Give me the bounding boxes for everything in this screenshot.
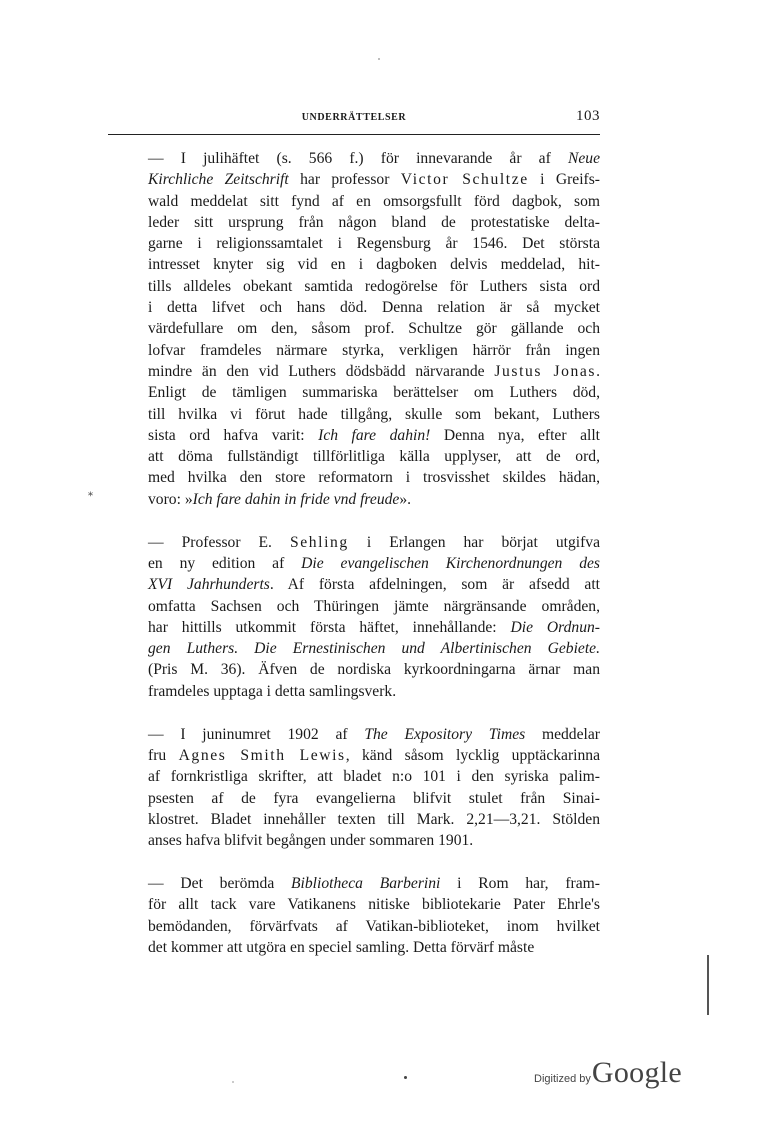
text-line (108, 724, 600, 745)
text-run: till hvilka vi förut hade tillgång, skulle som bekant, Luthers (148, 405, 600, 423)
italic-text: Kirchliche Zeitschrift (148, 171, 289, 189)
italic-text: Neue (567, 150, 600, 167)
text-run: anses hafva blifvit begången under sommaren 1901. (148, 832, 474, 850)
text-run: meddelar (525, 725, 600, 743)
text-run: framdeles upptaga i detta samlingsverk. (148, 682, 397, 700)
text-run: . Af första afdelningen, som är afsedd att (269, 576, 600, 594)
watermark-prefix: Digitized by (534, 1073, 591, 1085)
text-run: (Pris M. 36). Äfven de nordiska kyrkoordningarna ärnar man (148, 661, 600, 679)
text-run: leder sitt ursprung från någon bland de protestatiske delta- (148, 213, 600, 231)
text-run: i detta lifvet och hans död. Denna relation är så mycket (148, 299, 600, 317)
page-number: 103 (576, 108, 600, 124)
spaced-name-text: Victor Schultze (400, 171, 529, 189)
digitized-by-google-watermark (534, 1056, 682, 1090)
margin-mark: * (88, 491, 93, 502)
italic-text: The Expository Times (364, 725, 526, 743)
paragraph (108, 532, 600, 702)
text-run: — I juninumret 1902 af (148, 725, 365, 743)
text-line (108, 297, 600, 318)
text-run: har hittills utkommit första häftet, innehållande: (148, 618, 511, 636)
text-line (108, 361, 600, 382)
text-line (108, 148, 600, 169)
spaced-name-text: Sehling (289, 533, 349, 551)
running-head: UNDERRÄTTELSER (301, 112, 407, 123)
text-run: klostret. Bladet innehåller texten till Mark. 2,21—3,21. Stölden (148, 810, 600, 828)
page-header (108, 110, 600, 135)
watermark-brand: Google (591, 1056, 682, 1089)
text-run: med hvilka den store reformatorn i trosvisshet skildes hädan, (148, 469, 600, 487)
text-run: af fornkristliga skrifter, att bladet n:o 101 i den syriska palim- (148, 768, 600, 786)
italic-text: Die Ordnun- (510, 618, 600, 636)
paragraph (108, 724, 600, 852)
italic-text: Bibliotheca Barberini (291, 874, 441, 892)
text-line (108, 681, 600, 702)
text-run: för allt tack vare Vatikanens nitiske bibliotekarie Pater Ehrle's (148, 896, 600, 914)
text-line (108, 638, 600, 659)
text-line (108, 212, 600, 233)
italic-text: Ich fare dahin! (318, 426, 431, 444)
text-run: — Det berömda (148, 874, 292, 892)
text-run: intresset knyter sig vid en i dagboken delvis meddelad, hit- (148, 256, 600, 274)
text-line (108, 830, 600, 851)
spaced-name-text: Agnes Smith Lewis (178, 746, 346, 764)
text-run: i Rom har, fram- (440, 874, 600, 892)
body-text (108, 148, 600, 958)
text-line (108, 404, 600, 425)
text-run: wald meddelat sitt fynd af en omsorgsfullt förd dagbok, som (148, 192, 600, 210)
paragraph (108, 148, 600, 510)
text-run: en ny edition af (148, 554, 302, 572)
text-run: ». (399, 490, 412, 508)
text-run: — Professor E. (148, 533, 290, 551)
text-run: lofvar framdeles närmare styrka, verkligen härrör från ingen (148, 341, 600, 359)
text-run: i Erlangen har börjat utgifva (348, 533, 601, 551)
scan-speck (404, 1076, 407, 1079)
text-line (108, 596, 600, 617)
text-run: bemödanden, förvärfvats af Vatikan-biblioteket, inom hvilket (148, 917, 600, 935)
italic-text: gen Luthers. Die Ernestinischen und Albertinischen Gebiete. (148, 640, 600, 658)
text-line (108, 169, 600, 190)
text-run: att döma fullständigt tillförlitliga källa upplyser, att de ord, (148, 448, 600, 466)
text-line (108, 809, 600, 830)
text-line (108, 318, 600, 339)
text-line (108, 894, 600, 915)
scan-speck (232, 1081, 234, 1083)
text-run: Denna nya, efter allt (430, 426, 600, 444)
text-run: har professor (288, 171, 401, 189)
text-line (108, 937, 600, 958)
text-run: det kommer att utgöra en speciel samling. Detta förvärf måste (148, 938, 535, 956)
text-line (108, 766, 600, 787)
text-line (108, 489, 600, 510)
text-line (108, 873, 600, 894)
italic-text: Ich fare dahin in fride vnd freude (192, 490, 400, 508)
text-line (108, 916, 600, 937)
text-run: mindre än den vid Luthers dödsbädd närvarande (148, 362, 495, 380)
text-run: fru (148, 746, 179, 764)
text-line (108, 425, 600, 446)
text-run: omfatta Sachsen och Thüringen jämte närgränsande områden, (148, 597, 600, 615)
italic-text: Die evangelischen Kirchenordnungen des (301, 554, 600, 572)
text-line (108, 574, 600, 595)
text-line (108, 467, 600, 488)
text-run: värdefullare om den, såsom prof. Schultze gör gällande och (148, 320, 600, 338)
text-line (108, 446, 600, 467)
text-run: i Greifs- (528, 171, 600, 189)
text-run: . (596, 362, 600, 380)
italic-text: XVI Jahrhunderts (148, 576, 270, 594)
text-line (108, 788, 600, 809)
text-line (108, 745, 600, 766)
text-run: — I julihäftet (s. 566 f.) för innevarande år af (148, 150, 568, 167)
scan-edge-line (707, 955, 709, 1015)
text-line (108, 532, 600, 553)
text-run: tills alldeles obekant samtida redogörelse för Luthers sista ord (148, 277, 600, 295)
spaced-name-text: Justus Jonas (494, 362, 597, 380)
text-run: , känd såsom lycklig upptäckarinna (345, 746, 601, 764)
text-line (108, 233, 600, 254)
paragraph (108, 873, 600, 958)
text-run: Enligt de tämligen summariska berättelser om Luthers död, (148, 384, 600, 402)
text-line (108, 276, 600, 297)
text-line (108, 617, 600, 638)
text-line (108, 340, 600, 361)
text-run: psesten af de fyra evangelierna blifvit stulet från Sinai- (148, 789, 600, 807)
text-line (108, 254, 600, 275)
text-run: sista ord hafva varit: (148, 426, 319, 444)
text-line (108, 382, 600, 403)
text-run: voro: » (148, 490, 193, 508)
text-run: garne i religionssamtalet i Regensburg år 1546. Det största (148, 235, 600, 253)
scan-speck (378, 58, 380, 60)
text-line (108, 659, 600, 680)
text-line (108, 191, 600, 212)
text-line (108, 553, 600, 574)
